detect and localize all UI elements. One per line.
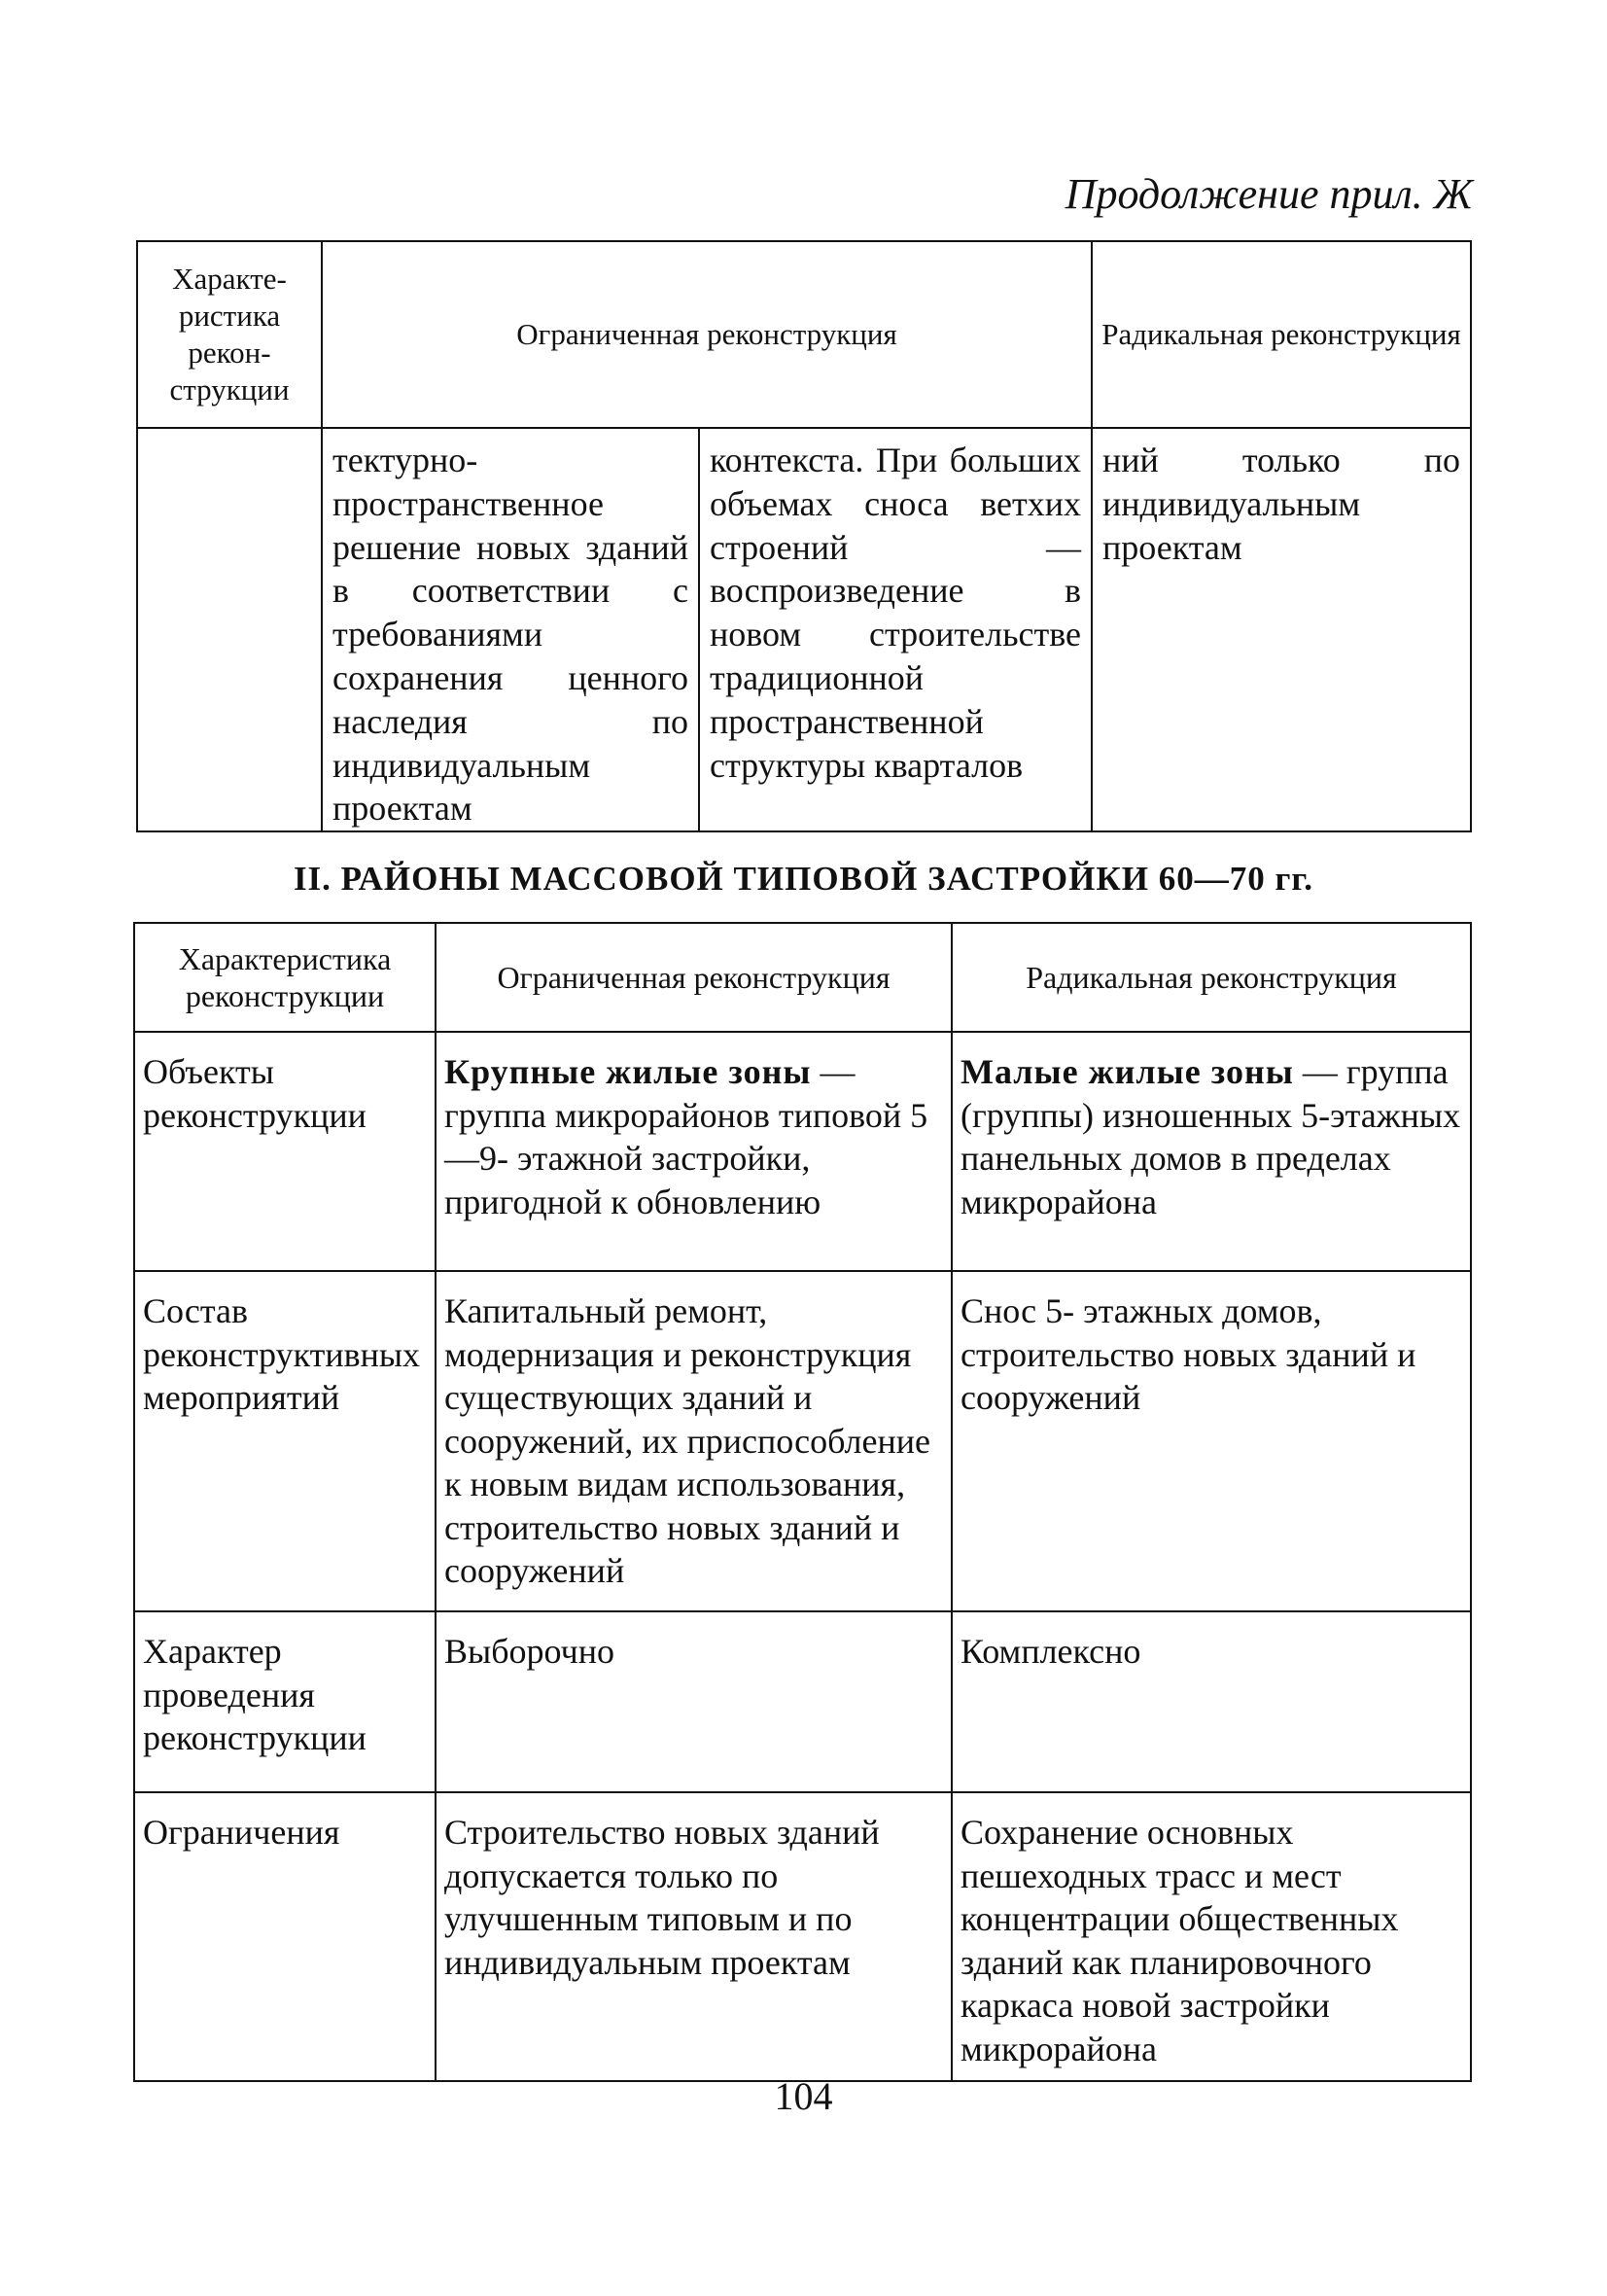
- page-heading: Продолжение прил. Ж: [1065, 170, 1473, 218]
- cell-characteristic: Состав реконструктивных мероприятий: [134, 1271, 436, 1611]
- table-row: [134, 1032, 1471, 1271]
- header-limited-reconstruction: Ограниченная реконструкция: [436, 923, 952, 1032]
- table-header-row: [134, 923, 1471, 1032]
- header-limited-reconstruction: Ограниченная реконструкция: [322, 241, 1092, 428]
- table-header-row: [137, 241, 1471, 428]
- cell-lead-term: Малые жилые зоны: [961, 1052, 1294, 1091]
- cell-radical: [952, 1032, 1471, 1271]
- cell-limited-part-1: тектурно-пространственное решение новых зданий в соответствии с требованиями сохранения ценного наследия по индивидуальным проектам: [322, 428, 699, 831]
- header-radical-reconstruction: Радикальная реконструкция: [1092, 241, 1471, 428]
- cell-limited: Капитальный ремонт, модернизация и реконструкция существующих зданий и сооружений, их приспособление к новым видам использования, строительство новых зданий и сооружений: [436, 1271, 952, 1611]
- table-row: [134, 1271, 1471, 1611]
- table-row: [137, 428, 1471, 831]
- header-characteristic: Характе-ристика рекон-струкции: [137, 241, 322, 428]
- section-heading: II. РАЙОНЫ МАССОВОЙ ТИПОВОЙ ЗАСТРОЙКИ 60—70 гг.: [293, 860, 1314, 898]
- table-row: [134, 1611, 1471, 1792]
- cell-text: — группа микрорайонов типовой 5—9- этажной застройки, пригодной к обновлению: [444, 1052, 928, 1221]
- mass-housing-table: [133, 922, 1472, 2082]
- cell-limited: Строительство новых зданий допускается только по улучшенным типовым и по индивидуальным проектам: [436, 1792, 952, 2081]
- cell-characteristic: Объекты реконструкции: [134, 1032, 436, 1271]
- cell-radical: ний только по индивидуальным проектам: [1092, 428, 1471, 831]
- cell-lead-term: Крупные жилые зоны: [444, 1052, 812, 1091]
- cell-radical: Сохранение основных пешеходных трасс и мест концентрации общественных зданий как планировочного каркаса новой застройки микрорайона: [952, 1792, 1471, 2081]
- cell-limited: Выборочно: [436, 1611, 952, 1792]
- cell-characteristic: Характер проведения реконструкции: [134, 1611, 436, 1792]
- cell-characteristic: Ограничения: [134, 1792, 436, 2081]
- header-characteristic: Характеристика реконструкции: [134, 923, 436, 1032]
- cell-limited-part-2: контекста. При больших объемах сноса ветхих строений — воспроизведение в новом строительстве традиционной пространственной структуры кварталов: [699, 428, 1092, 831]
- cell-limited: [436, 1032, 952, 1271]
- continuation-table: [136, 240, 1472, 832]
- table-row: [134, 1792, 1471, 2081]
- cell-characteristic: [137, 428, 322, 831]
- cell-text: — группа (группы) изношенных 5-этажных панельных домов в пределах микрорайона: [961, 1052, 1461, 1221]
- header-radical-reconstruction: Радикальная реконструкция: [952, 923, 1471, 1032]
- cell-radical: Комплексно: [952, 1611, 1471, 1792]
- cell-radical: Снос 5- этажных домов, строительство новых зданий и сооружений: [952, 1271, 1471, 1611]
- page-number: 104: [774, 2074, 833, 2118]
